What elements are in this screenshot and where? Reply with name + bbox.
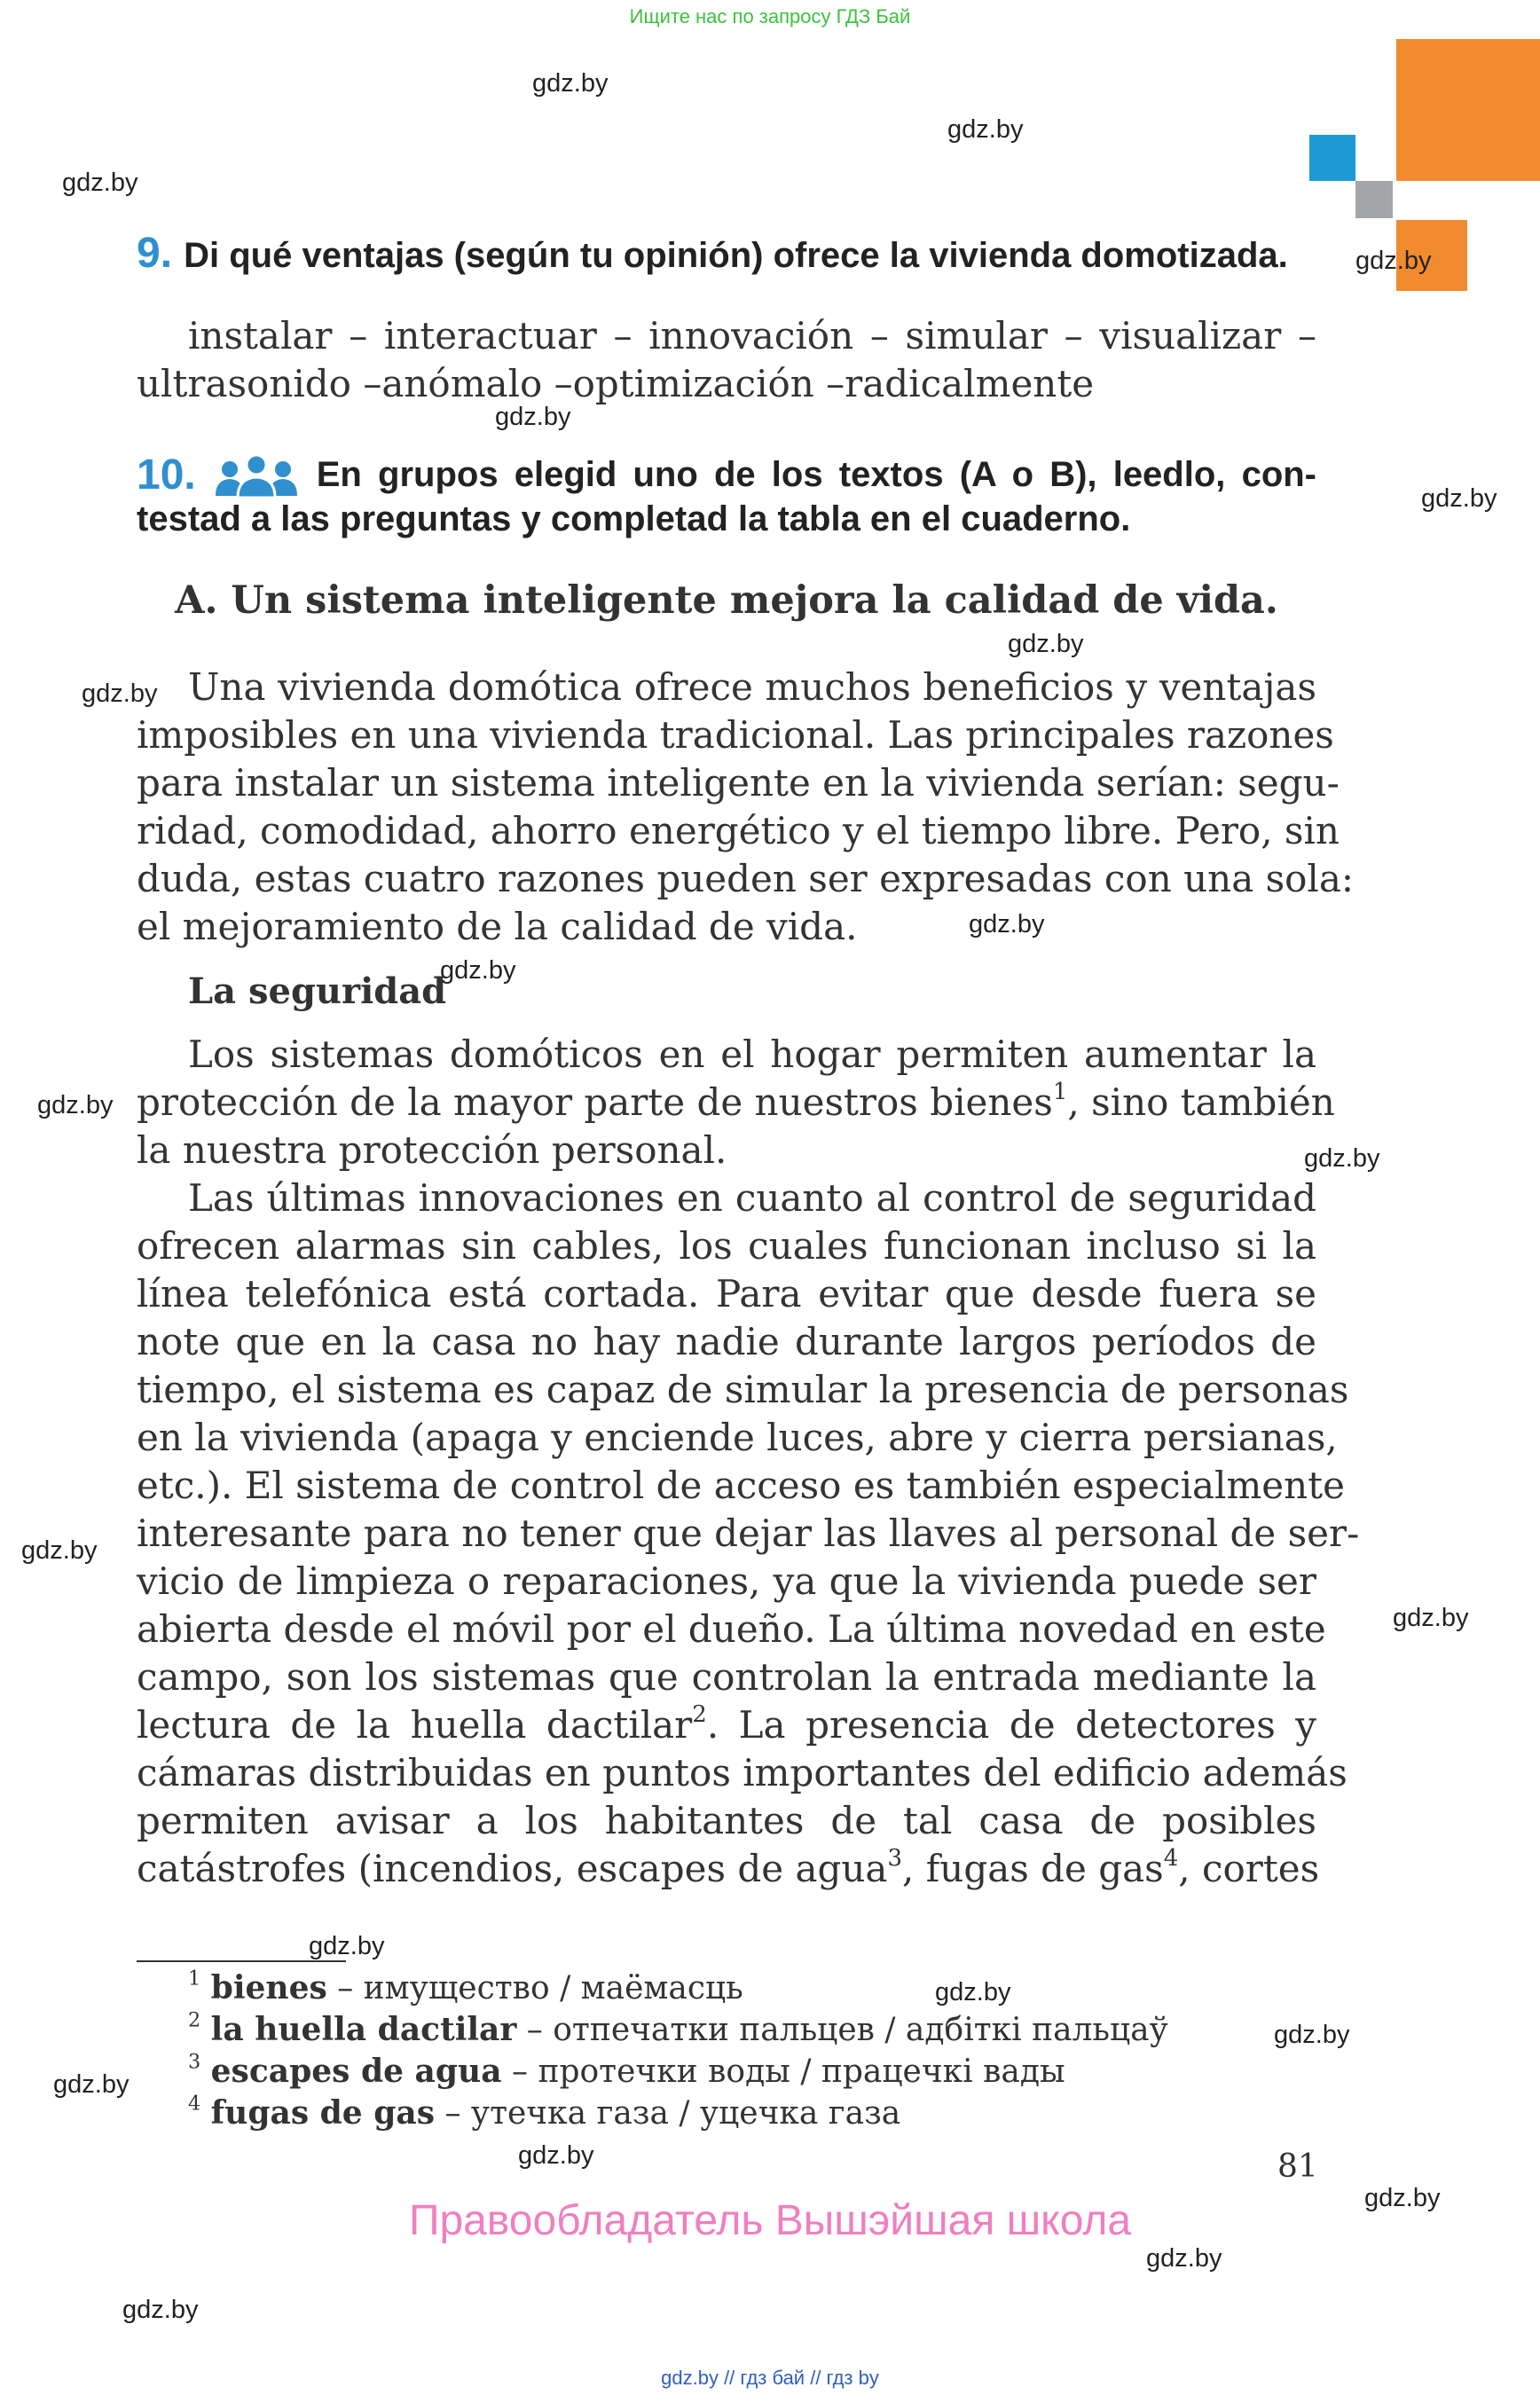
watermark[interactable]: gdz.by <box>947 115 1024 144</box>
watermark[interactable]: gdz.by <box>1421 484 1497 513</box>
watermark[interactable]: gdz.by <box>37 1091 114 1119</box>
text-fragment: , fugas de gas <box>902 1847 1164 1890</box>
watermark[interactable]: gdz.by <box>935 1978 1011 2006</box>
watermark[interactable]: gdz.by <box>21 1536 98 1565</box>
footnote-term: escapes de agua <box>210 2053 502 2090</box>
footnote <box>188 2093 1168 2134</box>
exercise-number: 9. <box>137 230 173 277</box>
text-line: campo, son los sistemas que controlan la entrada mediante la <box>137 1655 1316 1699</box>
footnote-divider <box>137 1960 346 1962</box>
text-line: ridad, comodidad, ahorro energético y el tiempo libre. Pero, sin <box>137 809 1340 852</box>
exercise-prompt-line: En grupos elegid uno de los textos (A o B), leedlo, con- <box>316 455 1316 494</box>
text-line <box>137 1844 1320 1893</box>
watermark[interactable]: gdz.by <box>532 69 609 98</box>
word-list-line: instalar – interactuar – innovación – simular – visualizar – <box>188 314 1316 357</box>
text-line: etc.). El sistema de control de acceso es también especialmente <box>137 1464 1345 1507</box>
exercise-10 <box>137 451 1316 539</box>
text-fragment: catástrofes (incendios, escapes de agua <box>137 1847 888 1890</box>
watermark[interactable]: gdz.by <box>1355 247 1432 275</box>
footnote <box>188 2009 1168 2051</box>
text-fragment: , sino también <box>1067 1080 1335 1124</box>
footnote-number: 1 <box>188 1967 201 1991</box>
watermark[interactable]: gdz.by <box>62 169 138 197</box>
text-line: en la vivienda (apaga y enciende luces, abre y cierra persianas, <box>137 1416 1338 1459</box>
text-line: duda, estas cuatro razones pueden ser expresadas con una sola: <box>137 857 1355 900</box>
footnote-number: 2 <box>188 2008 201 2032</box>
exercise-prompt: Di qué ventajas (según tu opinión) ofrece la vivienda domotizada. <box>184 236 1288 275</box>
paragraph <box>137 1174 1360 1893</box>
footnote-ref[interactable]: 2 <box>692 1700 707 1728</box>
text-line: interesante para no tener que dejar las llaves al personal de ser- <box>137 1512 1360 1555</box>
text-line <box>137 1701 1316 1749</box>
watermark[interactable]: gdz.by <box>53 2070 130 2099</box>
text-line: línea telefónica está cortada. Para evitar que desde fuera se <box>137 1272 1316 1315</box>
watermark[interactable]: gdz.by <box>122 2296 199 2324</box>
text-a-title: A. Un sistema inteligente mejora la calidad de vida. <box>175 578 1278 623</box>
text-line <box>137 1078 1335 1127</box>
footnote-term: fugas de gas <box>210 2094 435 2132</box>
footnote-number: 4 <box>188 2092 201 2116</box>
watermark[interactable]: gdz.by <box>1364 2184 1441 2212</box>
group-icon <box>210 452 302 499</box>
word-list <box>137 312 1316 408</box>
exercise-number: 10. <box>137 452 196 499</box>
watermark[interactable]: gdz.by <box>440 956 516 985</box>
orange-square-large <box>1396 39 1540 181</box>
text-line: el mejoramiento de la calidad de vida. <box>137 905 858 948</box>
text-line: imposibles en una vivienda tradicional. Las principales razones <box>137 713 1334 757</box>
text-line: Los sistemas domóticos en el hogar permiten aumentar la <box>188 1033 1316 1076</box>
watermark[interactable]: gdz.by <box>1274 2021 1350 2049</box>
top-banner[interactable]: Ищите нас по запросу ГДЗ Бай <box>629 5 911 27</box>
watermark[interactable]: gdz.by <box>1304 1144 1380 1173</box>
text-line: permiten avisar a los habitantes de tal casa de posibles <box>137 1799 1316 1842</box>
copyright-notice: Правообладатель Вышэйшая школа <box>408 2197 1132 2244</box>
footnote-translation: – протечки воды / працечкі вады <box>501 2054 1065 2090</box>
text-line: para instalar un sistema inteligente en la vivienda serían: segu- <box>137 761 1340 805</box>
text-line: note que en la casa no hay nadie durante largos períodos de <box>137 1320 1316 1363</box>
footnote-number: 3 <box>188 2050 201 2074</box>
watermark[interactable]: gdz.by <box>969 910 1045 938</box>
footnote-translation: – утечка газа / уцечка газа <box>435 2095 901 2132</box>
text-line: Las últimas innovaciones en cuanto al control de seguridad <box>188 1176 1316 1220</box>
footnote-translation: – отпечатки пальцев / адбіткі пальцаў <box>516 2012 1168 2048</box>
footnote-ref[interactable]: 4 <box>1163 1844 1179 1872</box>
watermark[interactable]: gdz.by <box>495 403 571 431</box>
footnote <box>188 1967 1168 2009</box>
bottom-links[interactable]: gdz.by // гдз бай // гдз by <box>661 2367 879 2389</box>
watermark[interactable]: gdz.by <box>518 2141 594 2170</box>
text-line: tiempo, el sistema es capaz de simular la presencia de personas <box>137 1368 1349 1411</box>
text-line: Una vivienda domótica ofrece muchos beneficios y ventajas <box>188 665 1316 709</box>
text-fragment: lectura de la huella dactilar <box>137 1703 693 1747</box>
text-line: la nuestra protección personal. <box>137 1128 727 1172</box>
exercise-prompt-line: testad a las preguntas y completad la tabla en el cuaderno. <box>137 499 1131 538</box>
watermark[interactable]: gdz.by <box>1393 1604 1469 1632</box>
watermark[interactable]: gdz.by <box>1146 2244 1222 2273</box>
blue-square <box>1309 135 1355 181</box>
footnote-ref[interactable]: 3 <box>887 1844 903 1872</box>
text-line: ofrecen alarmas sin cables, los cuales funcionan incluso si la <box>137 1224 1316 1268</box>
footnote-term: bienes <box>210 1969 327 2006</box>
text-line: abierta desde el móvil por el dueño. La última novedad en este <box>137 1607 1326 1651</box>
section-heading: La seguridad <box>188 970 447 1012</box>
exercise-9 <box>137 229 1316 278</box>
paragraph <box>137 664 1355 951</box>
watermark[interactable]: gdz.by <box>82 679 158 708</box>
text-line: cámaras distribuidas en puntos importantes del edificio además <box>137 1751 1348 1794</box>
footnotes <box>188 1967 1168 2134</box>
footnote <box>188 2051 1168 2093</box>
text-fragment: protección de la mayor parte de nuestros bienes <box>137 1080 1053 1124</box>
word-list-line: ultrasonido –anómalo –optimización –radicalmente <box>137 362 1095 405</box>
watermark[interactable]: gdz.by <box>1008 630 1084 658</box>
footnote-translation: – имущество / маёмасць <box>326 1970 743 2006</box>
footnote-ref[interactable]: 1 <box>1052 1078 1068 1105</box>
page-number: 81 <box>1277 2148 1318 2185</box>
paragraph <box>137 1031 1335 1174</box>
watermark[interactable]: gdz.by <box>309 1932 385 1960</box>
text-fragment: , cortes <box>1178 1847 1320 1890</box>
footnote-term: la huella dactilar <box>210 2011 517 2048</box>
text-fragment: . La presencia de detectores y <box>706 1703 1316 1747</box>
gray-square <box>1355 181 1393 218</box>
text-line: vicio de limpieza o reparaciones, ya que la vivienda puede ser <box>137 1559 1316 1603</box>
